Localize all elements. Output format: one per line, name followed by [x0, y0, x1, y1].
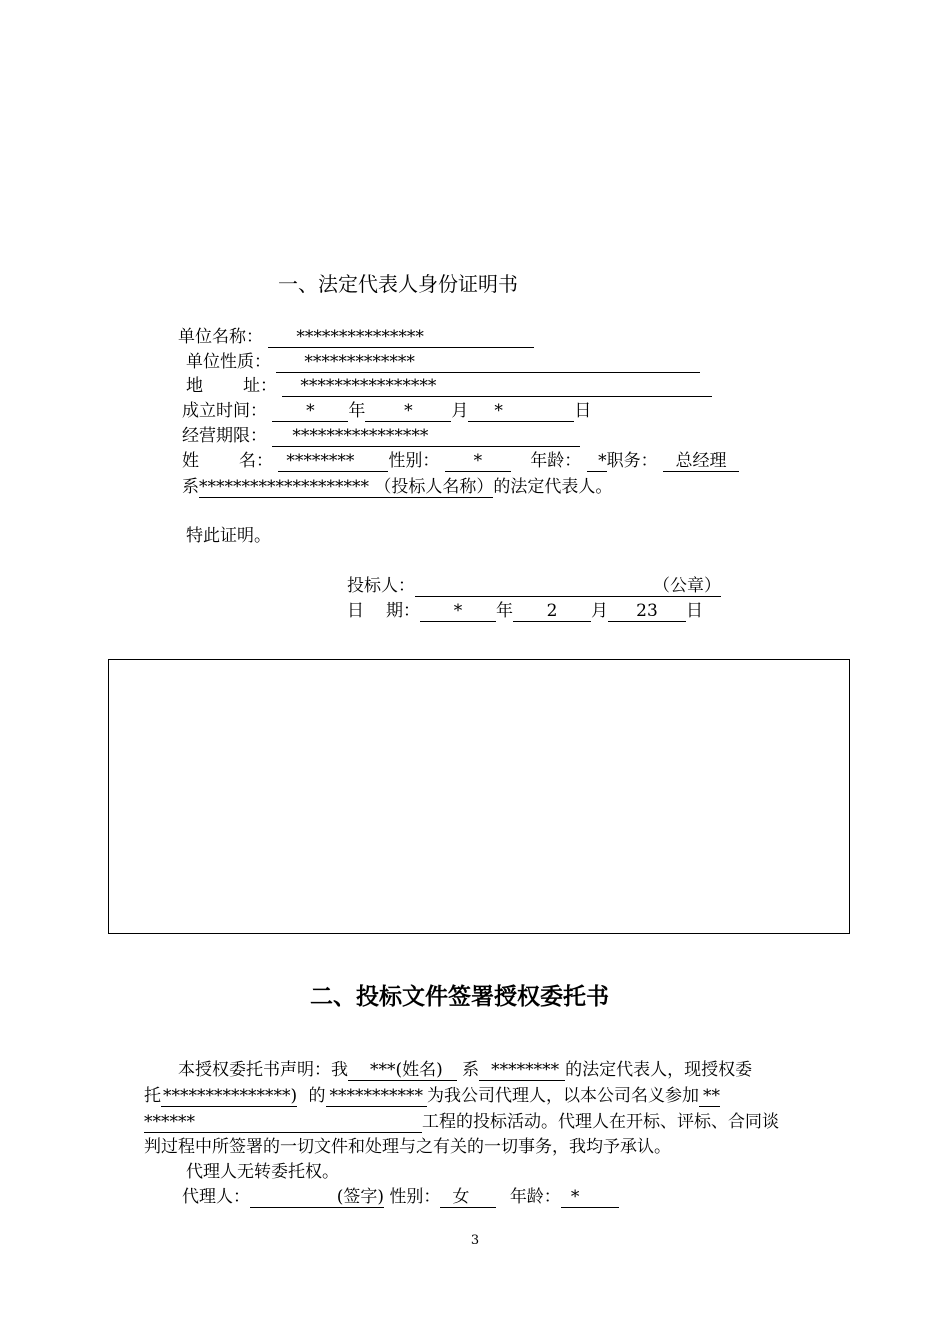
page-number: 3 — [470, 1233, 480, 1248]
auth-line-2 — [144, 1085, 720, 1107]
unit-name-row — [178, 326, 534, 348]
day-unit: 日 — [574, 401, 592, 421]
name-label-2: 名： — [239, 451, 273, 471]
date-month-unit: 月 — [591, 601, 608, 621]
date-year: * — [420, 601, 496, 622]
id-card-attachment-box — [108, 659, 850, 934]
auth-text-1a: 本授权委托书声明：我 — [178, 1060, 348, 1080]
date-day-unit: 日 — [686, 601, 703, 621]
unit-nature-row — [186, 351, 700, 373]
age-label: 年龄： — [530, 451, 582, 471]
address-label-1: 地 — [186, 376, 203, 396]
term-row — [182, 425, 580, 447]
agent-age-value: * — [561, 1187, 619, 1208]
agent-label: 代理人： — [182, 1187, 250, 1207]
gender-label: 性别： — [388, 451, 440, 471]
auth-agent-company: *********** — [326, 1086, 428, 1107]
date-year-unit: 年 — [496, 601, 513, 621]
agent-row — [182, 1186, 619, 1208]
bidder-label: 投标人： — [347, 576, 415, 596]
established-year: * — [272, 401, 348, 422]
agent-sign: (签字) — [250, 1187, 384, 1208]
month-unit: 月 — [451, 401, 469, 421]
auth-line-1 — [178, 1059, 752, 1081]
is-value: ******************** （投标人名称） — [199, 477, 494, 497]
year-unit: 年 — [348, 401, 366, 421]
unit-nature-label: 单位性质： — [186, 352, 271, 372]
name-value: ******** — [278, 451, 388, 472]
auth-line-5: 代理人无转委托权。 — [186, 1162, 339, 1182]
position-label: 职务： — [606, 451, 658, 471]
date-label-1: 日 — [347, 601, 364, 621]
address-label-2: 址： — [243, 376, 277, 396]
agent-gender-value: 女 — [440, 1187, 496, 1208]
date-day: 23 — [608, 601, 686, 622]
established-label: 成立时间： — [182, 401, 267, 421]
date-month: 2 — [513, 601, 591, 622]
gender-value: * — [445, 451, 511, 472]
address-value: **************** — [282, 376, 712, 397]
auth-company: ******** — [479, 1060, 565, 1081]
is-prefix: 系 — [182, 477, 199, 497]
unit-name-value: *************** — [268, 327, 534, 348]
address-row — [186, 375, 712, 397]
unit-nature-value: ************* — [276, 352, 700, 373]
auth-text-2c: 为我公司代理人，以本公司名义参加 — [427, 1086, 700, 1106]
date-row — [347, 600, 703, 622]
is-suffix: 的法定代表人。 — [493, 477, 613, 497]
agent-age-label: 年龄： — [509, 1187, 561, 1207]
term-value: **************** — [272, 426, 580, 447]
auth-text-2b: 的 — [308, 1086, 326, 1106]
special-cert: 特此证明。 — [186, 526, 271, 546]
term-label: 经营期限： — [182, 426, 267, 446]
auth-line-4: 判过程中所签署的一切文件和处理与之有关的一切事务，我均予承认。 — [144, 1137, 671, 1157]
auth-text-2a: 托 — [144, 1086, 161, 1106]
position-value: 总经理 — [663, 451, 739, 472]
auth-text-1b: 系 — [462, 1060, 480, 1080]
agent-gender-label: 性别： — [389, 1187, 441, 1207]
section1-title: 一、法定代表人身份证明书 — [278, 272, 518, 296]
established-day: * — [468, 401, 574, 422]
established-row — [182, 400, 591, 422]
name-label-1: 姓 — [182, 451, 199, 471]
auth-line-3 — [144, 1111, 779, 1133]
auth-project-2: ****** — [144, 1112, 422, 1133]
age-value: * — [587, 451, 607, 472]
seal-value: （公章） — [415, 576, 721, 597]
section2-title: 二、投标文件签署授权委托书 — [310, 984, 609, 1010]
auth-text-3b: 工程的投标活动。代理人在开标、评标、合同谈 — [422, 1112, 779, 1132]
established-month: * — [365, 401, 451, 422]
auth-agent: ***************) — [163, 1086, 298, 1106]
auth-name: ***(姓名) — [348, 1060, 457, 1081]
auth-text-1c: 的法定代表人，现授权委 — [565, 1060, 753, 1080]
unit-name-label: 单位名称： — [178, 327, 263, 347]
person-row — [182, 450, 739, 472]
legal-rep-row — [182, 476, 612, 498]
date-label-2: 期： — [386, 601, 420, 621]
bidder-row — [347, 575, 721, 597]
auth-project-1: ** — [699, 1086, 720, 1107]
